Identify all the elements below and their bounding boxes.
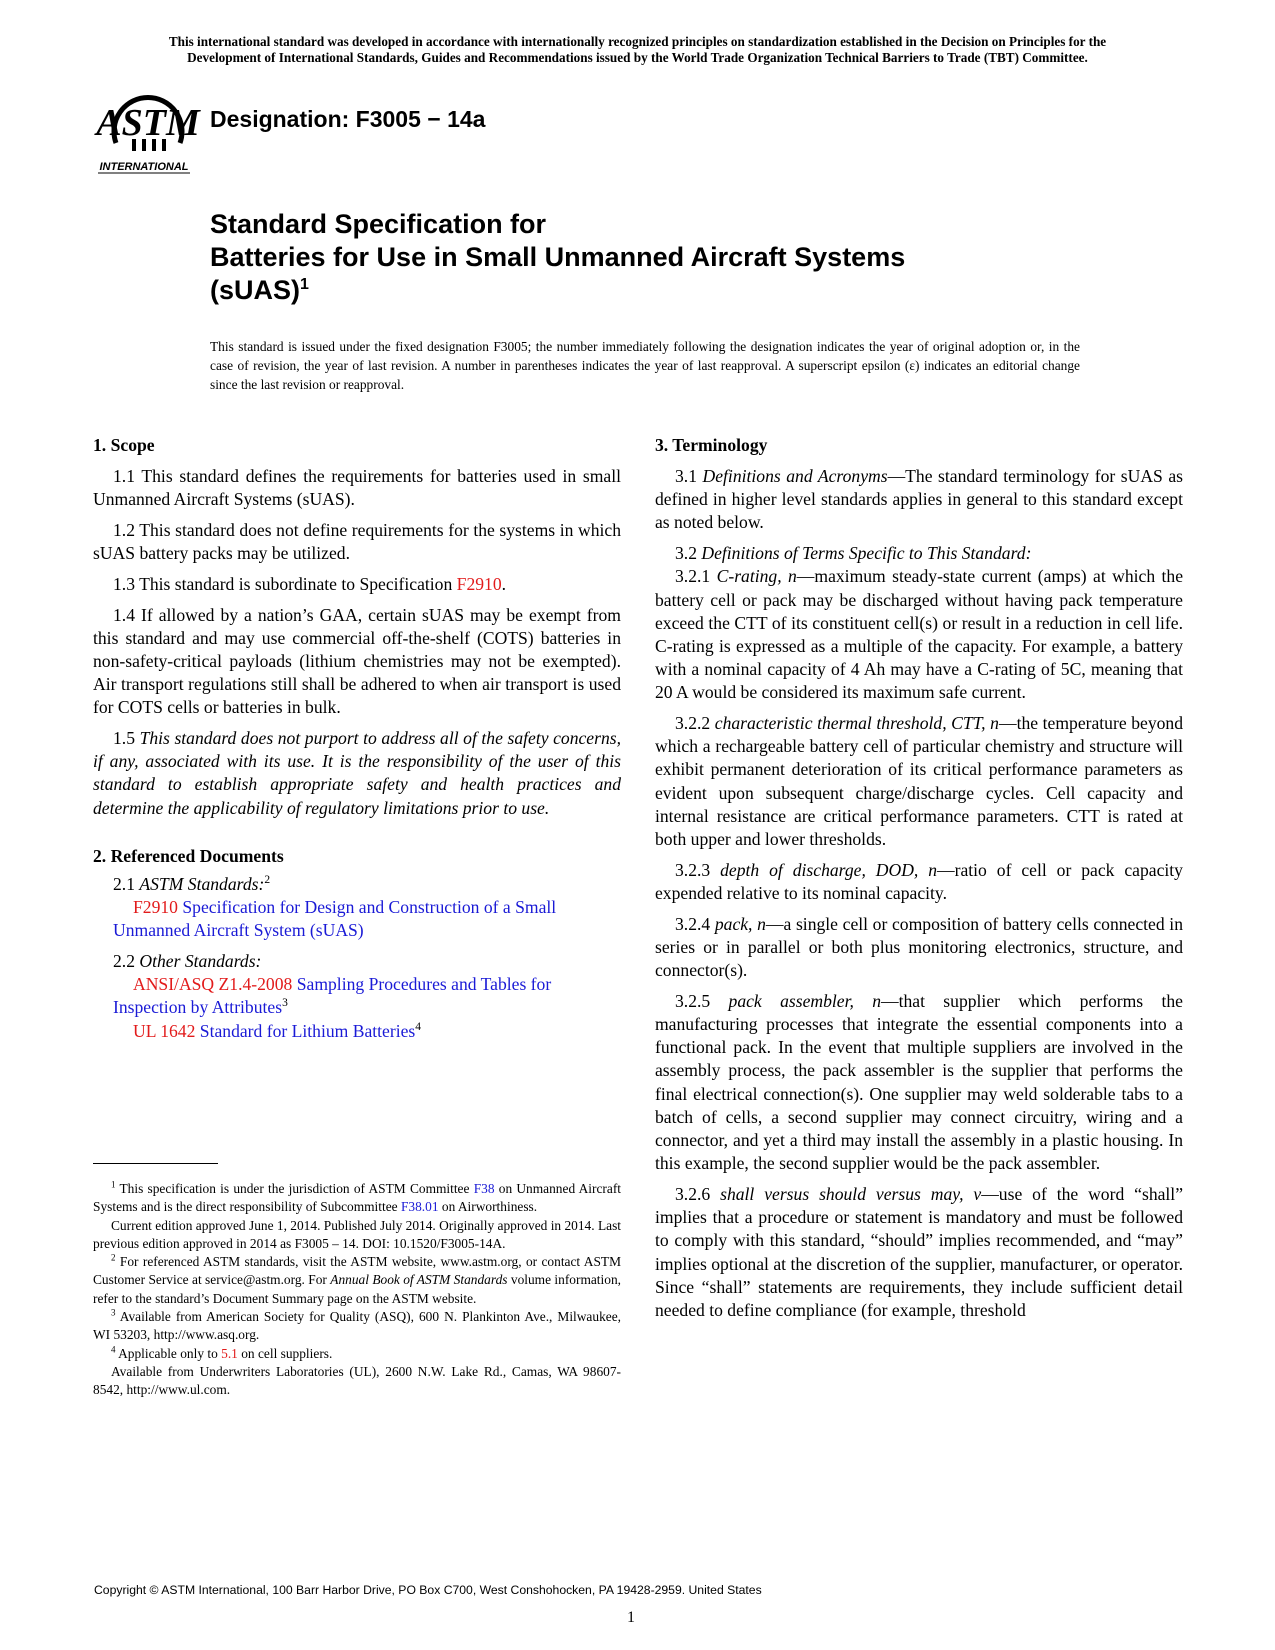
footnote-edition: Current edition approved June 1, 2014. Published July 2014. Originally approved in 2014. Last previous edition approved in 2014 as F3005 – 14. DOI: 10.1520/F3005-14A. bbox=[93, 1217, 621, 1251]
para-3-2: 3.2 Definitions of Terms Specific to This Standard: bbox=[675, 543, 1032, 564]
astm-logo bbox=[94, 83, 204, 178]
svg-text:ASTM: ASTM bbox=[96, 102, 200, 144]
para-3-2-5: 3.2.5 pack assembler, n—that supplier which performs the manufacturing processes that integrate the essential components into a functional pack. In the event that multiple suppliers are involved in the assembly process, the pack assembler is the supplier that performs the final electrical connection(s). One supplier may weld solderable tabs to a batch of cells, a second supplier may connect circuitry, wiring and a connector, and yet a third may install the assembly in a plastic housing. In this example, the second supplier would be the pack assembler. bbox=[655, 990, 1183, 1174]
wto-notice-line2: Development of International Standards, Guides and Recommendations issued by the World Trade Organization Technical Barriers to Trade (TBT) Committee. bbox=[187, 50, 1088, 65]
title-line-2: Batteries for Use in Small Unmanned Aircraft Systems bbox=[210, 242, 906, 272]
link-f2910[interactable]: F2910 bbox=[456, 573, 502, 594]
para-3-2-4: 3.2.4 pack, n—a single cell or composition of battery cells connected in series or in parallel or both plus monitoring electronics, structure, and connector(s). bbox=[655, 913, 1183, 981]
section-2-heading: 2. Referenced Documents bbox=[93, 845, 284, 866]
reference-ul-1642[interactable]: UL 1642 Standard for Lithium Batteries$^4$ bbox=[133, 1020, 422, 1041]
para-3-2-1: 3.2.1 C-rating, n—maximum steady-state current (amps) at which the battery cell or pack may be discharged without having pack temperature exceed the CTT of its constituent cell(s) or result in a reduction in cell life. C-rating is expressed as a multiple of the capacity. For example, a battery with a nominal capacity of 4 Ah may have a C-rating of 5C, meaning that 20 A would be considered its maximum safe current. bbox=[655, 566, 1183, 703]
para-1-3: 1.3 This standard is subordinate to Specification F2910. bbox=[113, 573, 507, 594]
para-2-1: 2.1 ASTM Standards:$^2$ bbox=[113, 873, 271, 894]
section-3-heading: 3. Terminology bbox=[655, 435, 768, 455]
page-number: 1 bbox=[627, 1609, 635, 1626]
footnote-divider bbox=[93, 1163, 218, 1164]
footnote-4: $^4$ Applicable only to 5.1 on cell suppliers. bbox=[111, 1344, 333, 1361]
para-1-5: 1.5 This standard does not purport to address all of the safety concerns, if any, associated with its use. It is the responsibility of the user of this standard to establish appropriate safety and health practices and determine the applicability of regulatory limitations prior to use. bbox=[93, 728, 621, 818]
para-3-2-2: 3.2.2 characteristic thermal threshold, CTT, n—the temperature beyond which a rechargeable battery cell of particular chemistry and structure will exhibit permanent deterioration of its critical performance parameters as evident upon subsequent charge/discharge cycles. Cell capacity and internal resistance are critical performance parameters. CTT is rated at both upper and lower thresholds. bbox=[655, 713, 1184, 850]
reference-ansi-asq[interactable]: ANSI/ASQ Z1.4-2008 Sampling Procedures and Tables for Inspection by Attributes$^3$ bbox=[113, 974, 552, 1018]
copyright-notice: Copyright © ASTM International, 100 Barr Harbor Drive, PO Box C700, West Conshohocken, PA 19428-2959. United States bbox=[94, 1583, 762, 1597]
footnote-2: $^2$ For referenced ASTM standards, visit the ASTM website, www.astm.org, or contact ASTM Customer Service at service@astm.org. For Annual Book of ASTM Standards volume information, refer to the standard’s Document Summary page on the ASTM website. bbox=[93, 1252, 621, 1306]
title-line-1: Standard Specification for bbox=[210, 209, 547, 239]
para-1-1: 1.1 This standard defines the requirements for batteries used in small Unmanned Aircraft Systems (sUAS). bbox=[93, 466, 621, 510]
left-column bbox=[93, 434, 621, 1043]
para-3-2-3: 3.2.3 depth of discharge, DOD, n—ratio of cell or pack capacity expended relative to its nominal capacity. bbox=[655, 859, 1183, 903]
footnotes bbox=[93, 1180, 621, 1400]
title-footnote-mark: 1 bbox=[300, 276, 309, 293]
wto-notice bbox=[80, 34, 1195, 66]
para-1-4: 1.4 If allowed by a nation’s GAA, certain sUAS may be exempt from this standard and may use commercial off-the-shelf (COTS) batteries in non-safety-critical payloads (lithium chemistries may not be exempted). Air transport regulations still shall be adhered to when air transport is used for COTS cells or batteries in bulk. bbox=[93, 604, 621, 718]
link-5-1[interactable]: 5.1 bbox=[221, 1345, 238, 1361]
document-title bbox=[210, 208, 1160, 307]
designation: Designation: F3005 − 14a bbox=[210, 106, 486, 132]
footnote-1: $^1$ This specification is under the jurisdiction of ASTM Committee F38 on Unmanned Aircraft Systems and is the direct responsibility of Subcommittee F38.01 on Airworthiness. bbox=[93, 1179, 622, 1215]
link-f38[interactable]: F38 bbox=[473, 1181, 495, 1196]
reference-f2910[interactable]: F2910 Specification for Design and Construction of a Small Unmanned Aircraft System (sUAS) bbox=[113, 897, 557, 941]
title-line-3: (sUAS)$^1$ bbox=[210, 275, 309, 305]
para-3-1: 3.1 Definitions and Acronyms—The standard terminology for sUAS as defined in higher level standards applies in general to this standard except as noted below. bbox=[655, 466, 1183, 533]
standard-notice: This standard is issued under the fixed designation F3005; the number immediately following the designation indicates the year of original adoption or, in the case of revision, the year of last revision. A number in parentheses indicates the year of last reapproval. A superscript epsilon (ε) indicates an editorial change since the last revision or reapproval. bbox=[210, 339, 1080, 392]
para-2-2: 2.2 Other Standards: bbox=[113, 950, 262, 971]
footnote-4-ul: Available from Underwriters Laboratories (UL), 2600 N.W. Lake Rd., Camas, WA 98607-8542, http://www.ul.com. bbox=[93, 1363, 621, 1398]
para-1-2: 1.2 This standard does not define requirements for the systems in which sUAS battery packs may be utilized. bbox=[93, 519, 621, 564]
link-f38-01[interactable]: F38.01 bbox=[400, 1199, 439, 1215]
section-1-heading: 1. Scope bbox=[93, 435, 155, 455]
wto-notice-line1: This international standard was developed in accordance with internationally recognized principles on standardization established in the Decision on Principles for the bbox=[168, 34, 1107, 49]
right-column bbox=[655, 434, 1183, 1322]
para-3-2-6: 3.2.6 shall versus should versus may, v—use of the word “shall” implies that a procedure or statement is mandatory and must be followed to comply with this standard, “should” implies recommended, and “may” implies optional at the discretion of the supplier, manufacturer, or operator. Since “shall” statements are requirements, they include sufficient detail needed to define compliance (for example, threshold bbox=[655, 1183, 1184, 1320]
footnote-3: $^3$ Available from American Society for Quality (ASQ), 600 N. Plankinton Ave., Milwaukee, WI 53203, http://www.asq.org. bbox=[93, 1307, 621, 1343]
logo-text: INTERNATIONAL bbox=[99, 161, 189, 173]
